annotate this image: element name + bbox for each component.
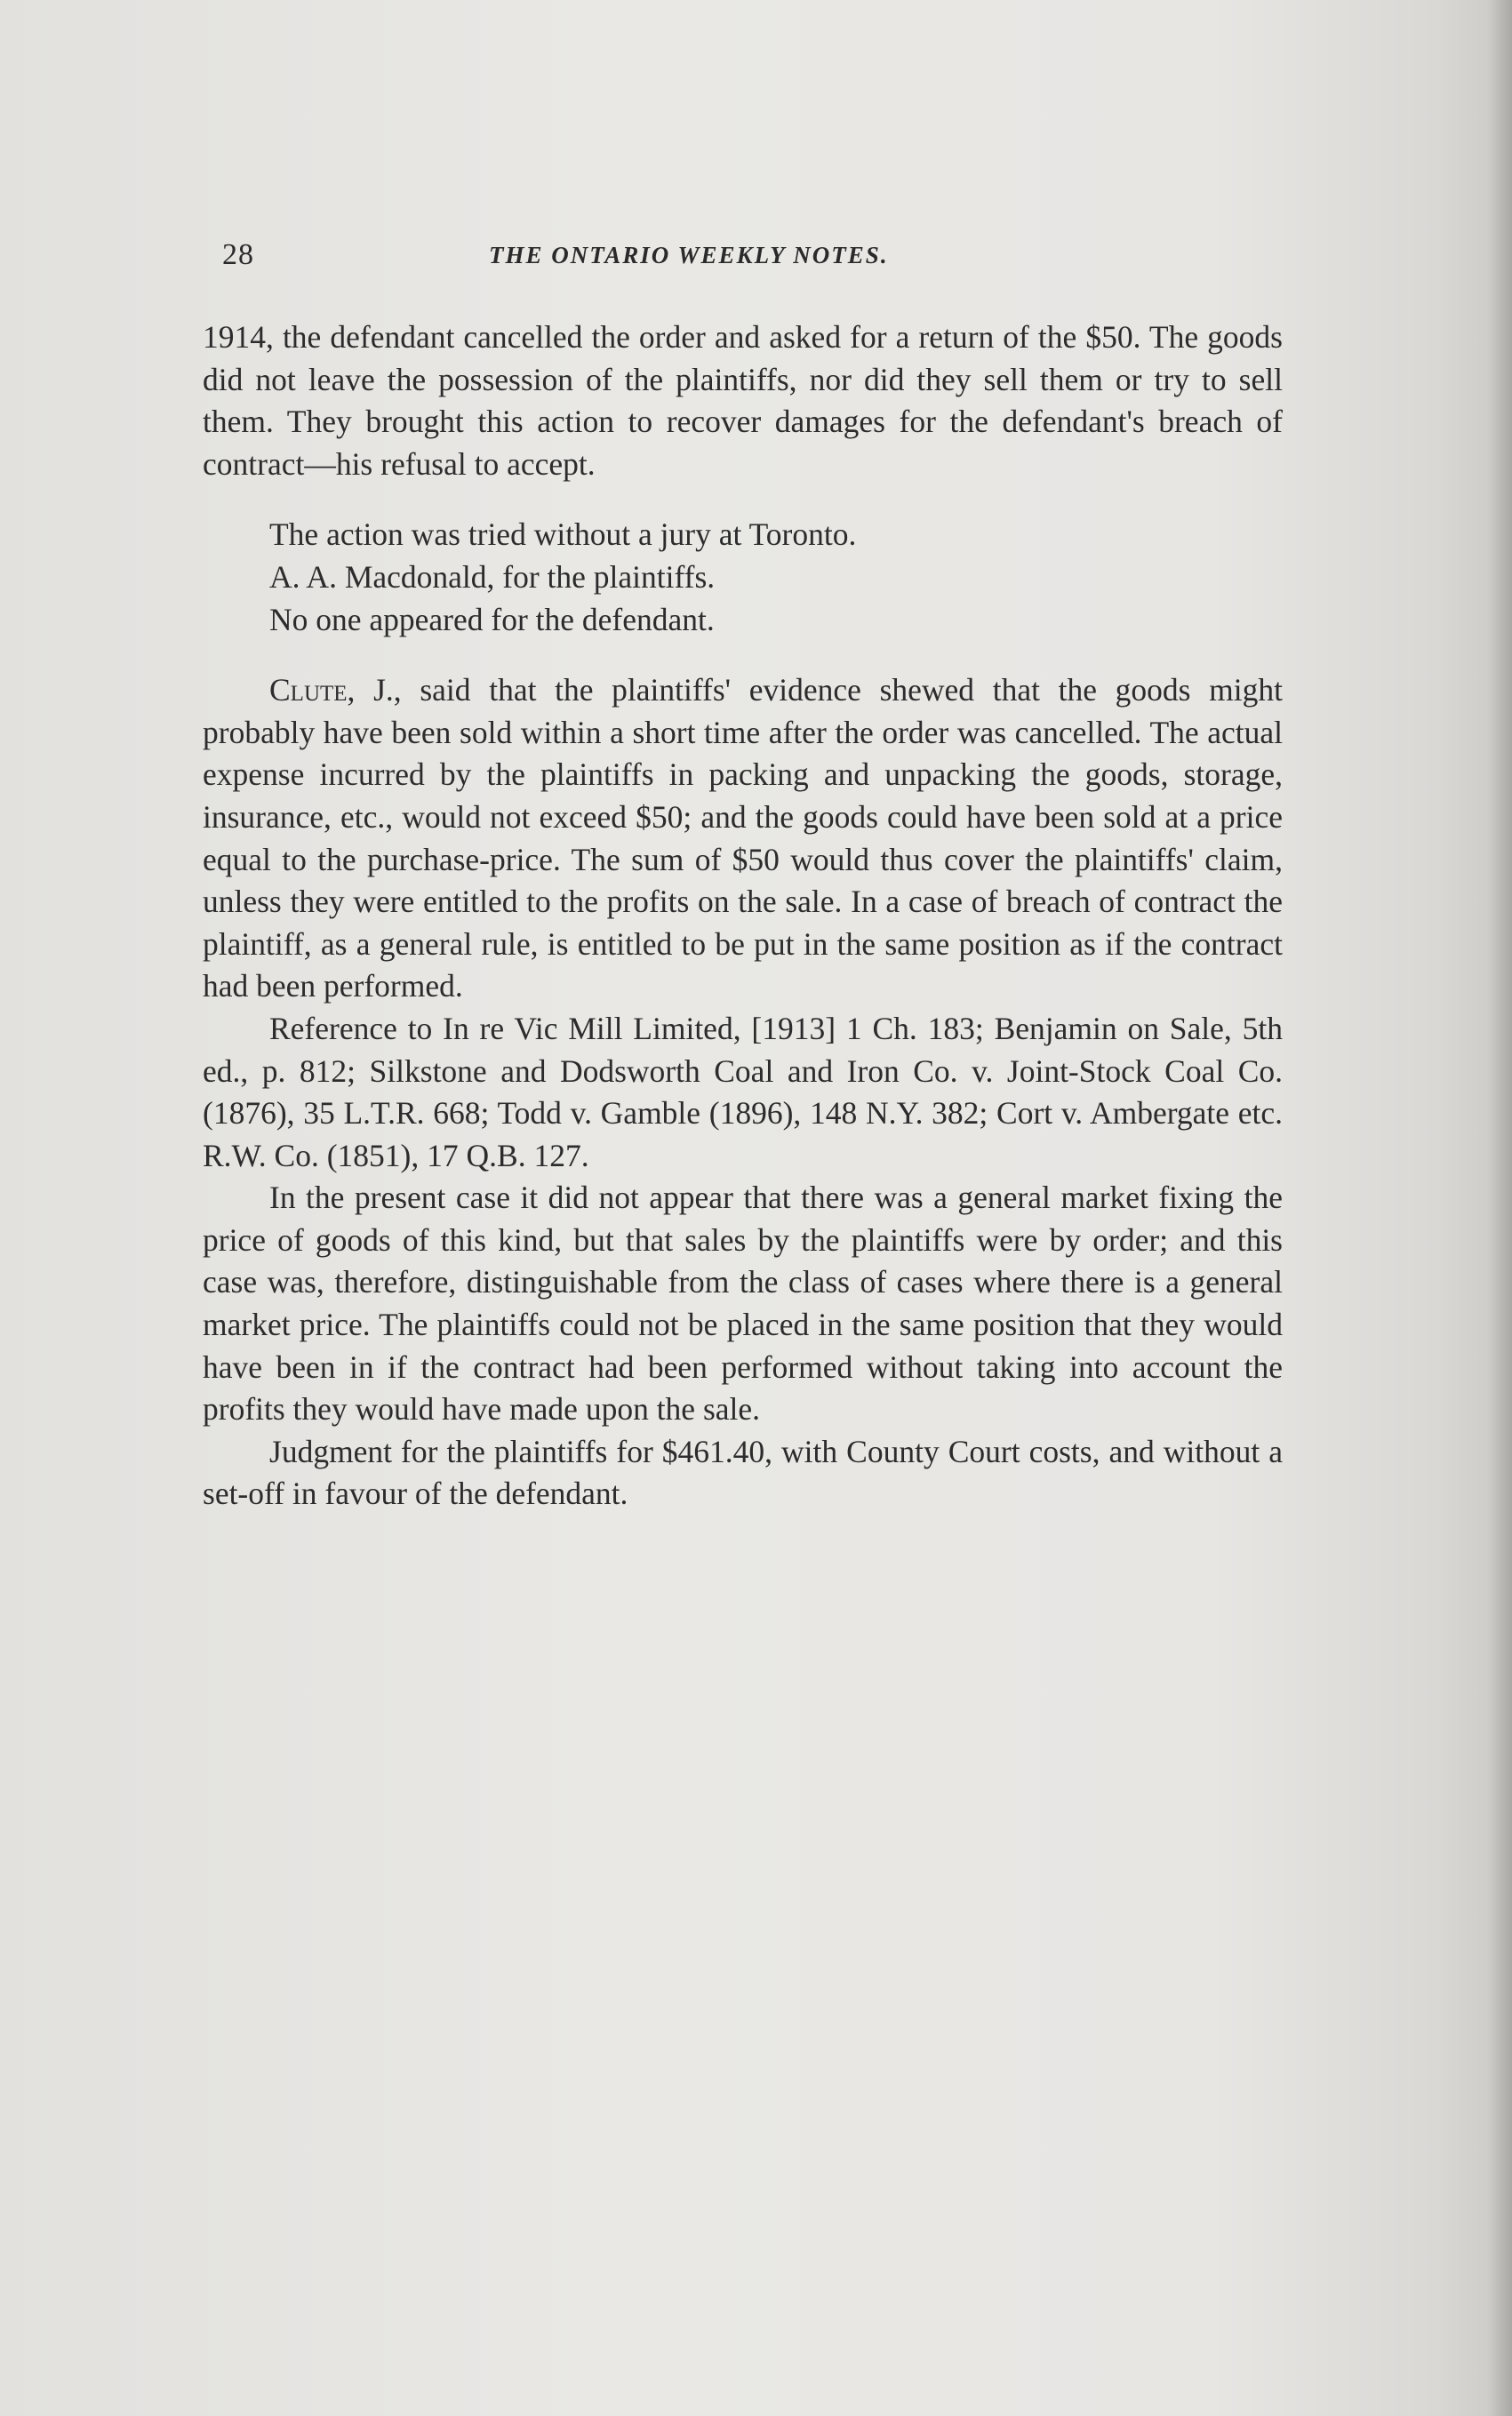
- paragraph-market-analysis: In the present case it did not appear that there was a general market fixing the price of goods of this kind, but that sales by the plaintiffs were by order; and this case was, therefore, distinguishable from the class of cases where there is a general market price. The plaintiffs could not be placed in the same position that they would have been in if the contract had been performed without taking into account the profits they would have made upon the sale.: [203, 1180, 1283, 1428]
- paragraph-counsel-defendant: No one appeared for the defendant.: [269, 601, 715, 637]
- paragraph-references: Reference to In re Vic Mill Limited, [1913] 1 Ch. 183; Benjamin on Sale, 5th ed., p. 812; Silkstone and Dodsworth Coal and Iron Co. v. Joint-Stock Coal Co. (1876), 35 L.T.R. 668; Todd v. Gamble (1896), 148 N.Y. 382; Cort v. Ambergate etc. R.W. Co. (1851), 17 Q.B. 127.: [203, 1010, 1283, 1173]
- page-edge-shadow: [1487, 0, 1512, 2416]
- page-header: [222, 238, 1284, 283]
- paragraph-final-judgment: Judgment for the plaintiffs for $461.40, with County Court costs, and without a set-off in favour of the defendant.: [203, 1433, 1283, 1512]
- paragraph-trial: The action was tried without a jury at Toronto.: [269, 516, 857, 553]
- body-text: [203, 316, 1283, 1516]
- paragraph-counsel-plaintiffs: A. A. Macdonald, for the plaintiffs.: [269, 558, 716, 595]
- judgment-reasons-text: , said that the plaintiffs' evidence shewed that the goods might probably have been sold within a short time after the order was cancelled. The actual expense incurred by the plaintiffs in packing and unpacking the goods, storage, insurance, etc., would not exceed $50; and the goods could have been sold at a price equal to the purchase-price. The sum of $50 would thus cover the plaintiffs' claim, unless they were entitled to the profits on the sale. In a case of breach of contract the plaintiff, as a general rule, is entitled to be put in the same position as if the contract had been performed.: [203, 672, 1283, 1004]
- paragraph-intro: 1914, the defendant cancelled the order and asked for a return of the $50. The goods did not leave the possession of the plaintiffs, nor did they sell them or try to sell them. They brought this action to recover damages for the defendant's breach of contract—his refusal to accept.: [203, 319, 1283, 482]
- paragraph-judgment-reasons: [203, 669, 1283, 1008]
- judge-name: Clute, J.: [269, 672, 394, 708]
- page-number: 28: [222, 238, 254, 271]
- running-head: THE ONTARIO WEEKLY NOTES.: [489, 242, 889, 268]
